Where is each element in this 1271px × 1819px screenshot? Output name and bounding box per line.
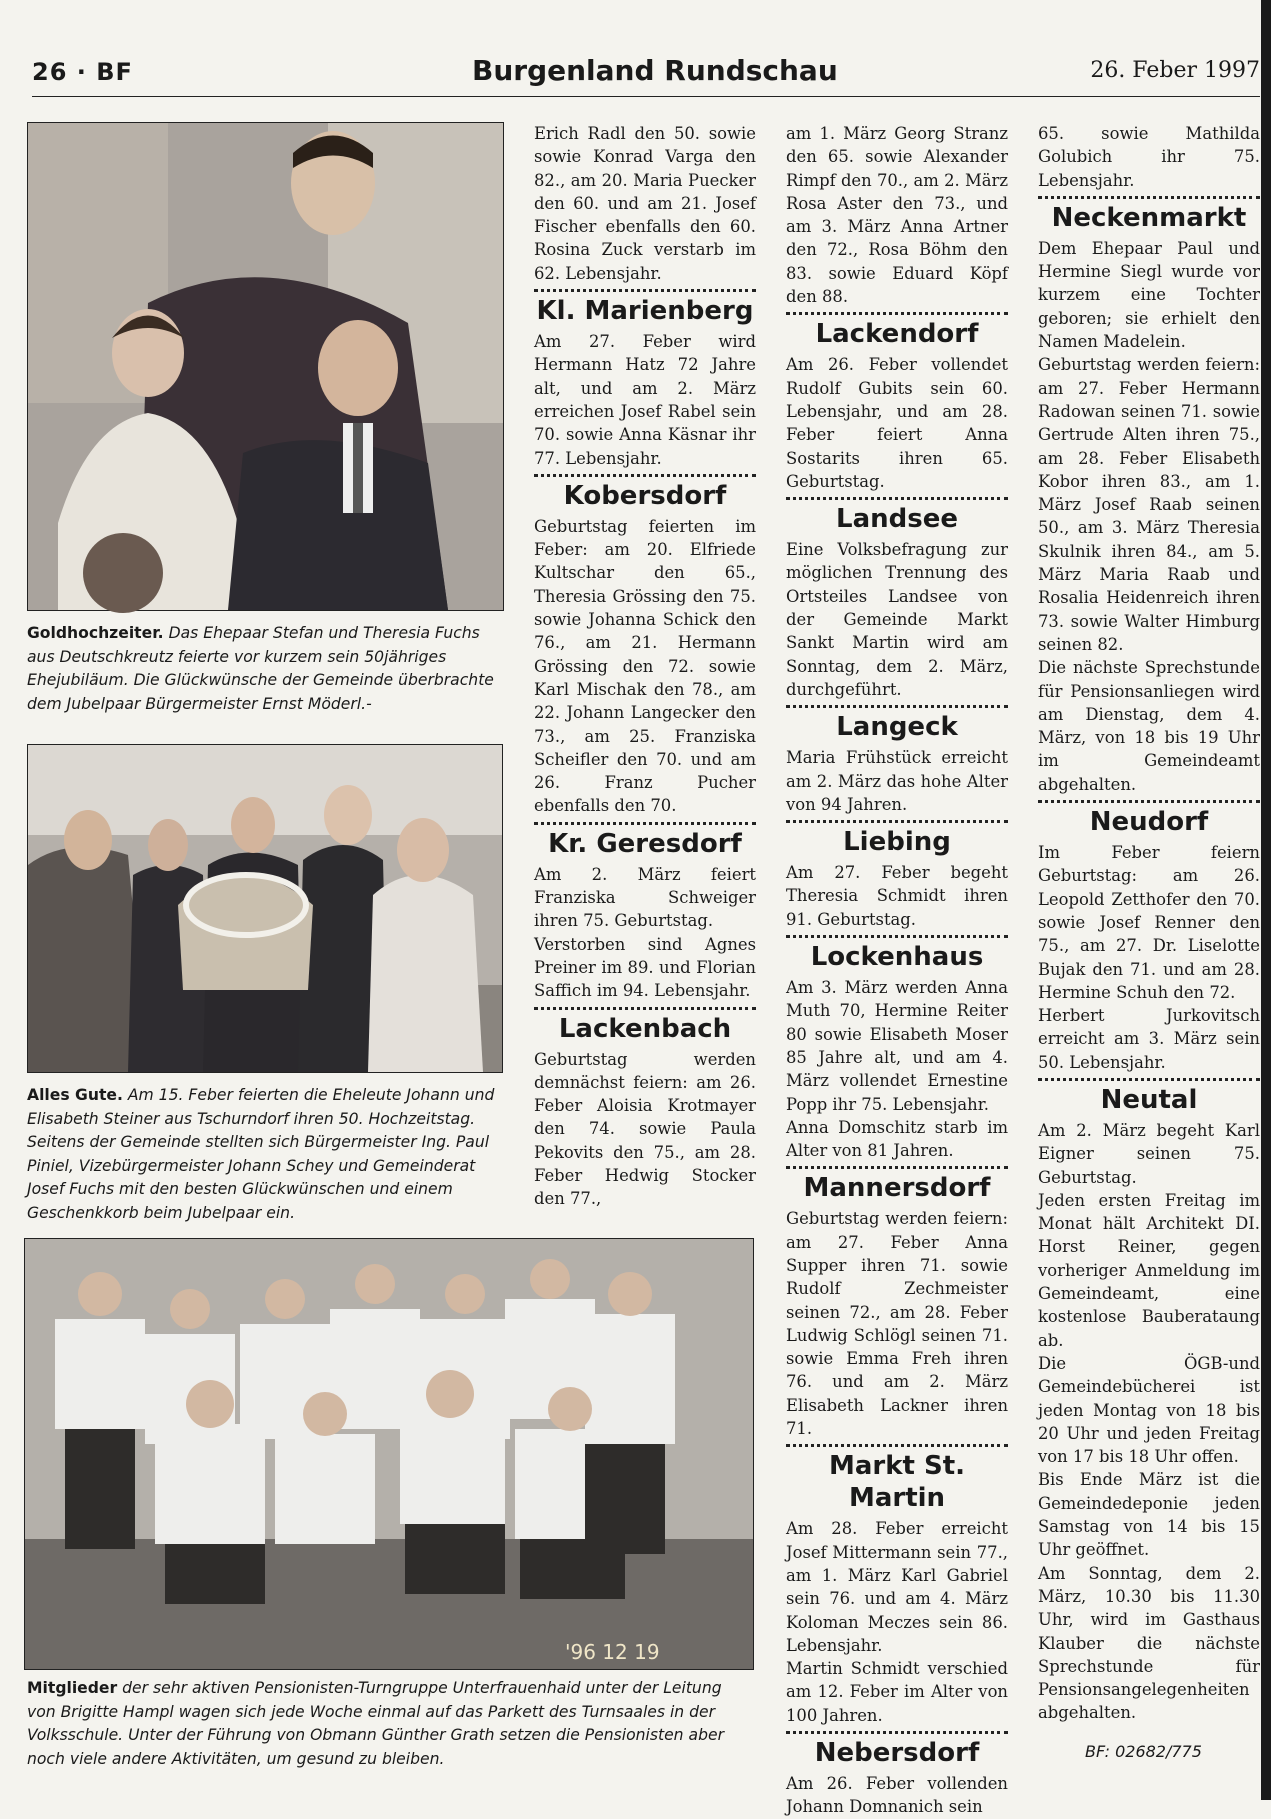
issue-date: 26. Feber 1997 bbox=[1090, 58, 1260, 83]
text-neutal-4: Bis Ende März ist die Gemeindedeponie jeden Samstag von 14 bis 15 Uhr geöffnet. bbox=[1038, 1470, 1260, 1560]
text-lackendorf: Am 26. Feber vollendet Rudolf Gubits sein 60. Lebensjahr, und am 28. Feber feiert Anna Sostarits ihren 65. Geburtstag. bbox=[786, 355, 1008, 491]
heading-kl-marienberg: Kl. Marienberg bbox=[536, 296, 754, 327]
text-kobersdorf: Geburtstag feierten im Feber: am 20. Elfriede Kultschar den 65., Theresia Grössing den 75. sowie Johanna Schick den 76., am 21. Hermann Grössing den 72. sowie Karl Mischak den 78., am 22. Johann Langecker den 73., am 25. Franziska Scheifler den 70. und am 26. Franz Pucher ebenfalls den 70. bbox=[534, 516, 756, 816]
caption-lead: Alles Gute. bbox=[27, 1086, 123, 1104]
section-divider bbox=[786, 705, 1008, 708]
photo-date-stamp: '96 12 19 bbox=[565, 1640, 660, 1664]
text-neckenmarkt-3: Die nächste Sprechstunde für Pensionsanliegen wird am Dienstag, dem 4. März, von 18 bis 19 Uhr im Gemeindeamt abgehalten. bbox=[1038, 658, 1260, 794]
text-neudorf-2: Herbert Jurkovitsch erreicht am 3. März sein 50. Lebensjahr. bbox=[1038, 1006, 1260, 1072]
heading-neutal: Neutal bbox=[1100, 1084, 1198, 1115]
text-neutal-2: Jeden ersten Freitag im Monat hält Architekt DI. Horst Reiner, gegen vorheriger Anmeldung im Gemeindeamt, eine kostenlose Bauberataung ab. bbox=[1038, 1190, 1260, 1350]
section-divider bbox=[534, 474, 756, 477]
heading-landsee: Landsee bbox=[836, 504, 958, 535]
section-divider bbox=[786, 497, 1008, 500]
photo-golden-wedding bbox=[27, 122, 504, 611]
section-divider bbox=[534, 822, 756, 825]
caption-lead: Goldhochzeiter. bbox=[27, 624, 164, 642]
text-markt-st-martin: Am 28. Feber erreicht Josef Mittermann sein 77., am 1. März Karl Gabriel sein 76. und am 4. März Koloman Meczes sein 86. Lebensjahr. bbox=[786, 1519, 1008, 1655]
text-lockenhaus: Am 3. März werden Anna Muth 70, Hermine Reiter 80 sowie Elisabeth Moser 85 Jahre alt, und am 4. März vollendet Ernestine Popp ihr 75. Lebensjahr. bbox=[786, 978, 1008, 1114]
caption-text: Am 15. Feber feierten die Eheleute Johann und Elisabeth Steiner aus Tschurndorf ihren 50. Hochzeitstag. Seitens der Gemeinde stellten sich Bürgermeister Ing. Paul Piniel, Vizebürgermeister Johann Schey und Gemeinderat Josef Fuchs mit den besten Glückwünschen und einem Geschenkkorb beim Jubelpaar ein. bbox=[27, 1086, 495, 1222]
text-neutal-3: Die ÖGB-und Gemeindebücherei ist jeden Montag von 18 bis 20 Uhr und jeden Freitag von 17 bis 18 Uhr offen. bbox=[1038, 1353, 1260, 1467]
photo-golden-wedding-image bbox=[28, 123, 503, 610]
section-divider bbox=[534, 289, 756, 292]
section-divider bbox=[534, 1007, 756, 1010]
col3-intro: 65. sowie Mathilda Golubich ihr 75. Lebensjahr. bbox=[1038, 124, 1260, 190]
text-neckenmarkt: Dem Ehepaar Paul und Hermine Siegl wurde vor kurzem eine Tochter geboren; sie erhielt den Namen Madelein. bbox=[1038, 238, 1260, 352]
section-divider bbox=[786, 1731, 1008, 1734]
heading-langeck: Langeck bbox=[836, 712, 958, 743]
col1-intro: Erich Radl den 50. sowie sowie Konrad Varga den 82., am 20. Maria Puecker den 60. und am 21. Josef Fischer ebenfalls den 60. Rosina Zuck verstarb im 62. Lebensjahr. bbox=[534, 124, 756, 283]
photo-anniversary-basket-image bbox=[28, 745, 502, 1072]
heading-nebersdorf: Nebersdorf bbox=[814, 1738, 980, 1769]
text-kl-marienberg: Am 27. Feber wird Hermann Hatz 72 Jahre alt, und am 2. März erreichen Josef Rabel sein 70. sowie Anna Käsnar ihr 77. Lebensjahr. bbox=[534, 332, 756, 468]
section-divider bbox=[1038, 1078, 1260, 1081]
text-neutal: Am 2. März begeht Karl Eigner seinen 75. Geburtstag. bbox=[1038, 1120, 1260, 1187]
caption-golden-wedding bbox=[27, 622, 502, 716]
section-divider bbox=[786, 935, 1008, 938]
heading-liebing: Liebing bbox=[843, 827, 951, 858]
text-lockenhaus-2: Anna Domschitz starb im Alter von 81 Jahren. bbox=[786, 1117, 1008, 1161]
caption-text: Das Ehepaar Stefan und Theresia Fuchs aus Deutschkreutz feierte vor kurzem sein 50jähriges Ehejubiläum. Die Glückwünsche der Gemeinde überbrachte dem Jubelpaar Bürgermeister Ernst Möderl.- bbox=[27, 624, 494, 713]
text-kr-geresdorf: Am 2. März feiert Franziska Schweiger ihren 75. Geburtstag. bbox=[534, 864, 756, 931]
caption-anniversary-basket bbox=[27, 1084, 501, 1225]
caption-text: der sehr aktiven Pensionisten-Turngruppe Unterfrauenhaid unter der Leitung von Brigitte Hampl wagen sich jede Woche einmal auf das Parkett des Turnsaales in der Volksschule. Unter der Führung von Obmann Günther Grath setzen die Pensionisten aber noch viele andere Aktivitäten, um gesund zu bleiben. bbox=[27, 1679, 724, 1768]
footer-contact: BF: 02682/775 bbox=[1085, 1742, 1202, 1761]
page-header bbox=[32, 52, 1260, 97]
heading-kr-geresdorf: Kr. Geresdorf bbox=[548, 828, 742, 859]
heading-neudorf: Neudorf bbox=[1089, 807, 1209, 838]
column-3 bbox=[1038, 122, 1260, 1722]
section-divider bbox=[1038, 800, 1260, 803]
text-kr-geresdorf-2: Verstorben sind Agnes Preiner im 89. und Florian Saffich im 94. Lebensjahr. bbox=[534, 934, 756, 1001]
page-edge bbox=[1261, 0, 1271, 1800]
section-divider bbox=[786, 312, 1008, 315]
section-divider bbox=[786, 820, 1008, 823]
text-landsee: Eine Volksbefragung zur möglichen Trennung des Ortsteiles Landsee von der Gemeinde Markt Sankt Martin wird am Sonntag, dem 2. März, durchgeführt. bbox=[786, 540, 1008, 699]
photo-pensioners-group-image bbox=[25, 1239, 753, 1669]
text-neutal-5: Am Sonntag, dem 2. März, 10.30 bis 11.30 Uhr, wird im Gasthaus Klauber die nächste Sprechstunde für Pensionsangelegenheiten abgehalten. bbox=[1038, 1563, 1260, 1723]
heading-lackendorf: Lackendorf bbox=[815, 319, 979, 350]
text-mannersdorf: Geburtstag werden feiern: am 27. Feber Anna Supper ihren 71. sowie Rudolf Zechmeister seinen 72., am 28. Feber Ludwig Schlögl seinen 71. sowie Emma Freh ihren 76. und am 2. März Elisabeth Lackner ihren 71. bbox=[786, 1209, 1008, 1439]
caption-lead: Mitglieder bbox=[27, 1679, 118, 1697]
newspaper-title: Burgenland Rundschau bbox=[472, 54, 838, 87]
heading-markt-st-martin: Markt St. Martin bbox=[828, 1451, 966, 1514]
column-2 bbox=[786, 122, 1008, 1817]
text-liebing: Am 27. Feber begeht Theresia Schmidt ihren 91. Geburtstag. bbox=[786, 863, 1008, 929]
heading-neckenmarkt: Neckenmarkt bbox=[1051, 202, 1247, 233]
photo-pensioners-group bbox=[24, 1238, 754, 1670]
heading-lockenhaus: Lockenhaus bbox=[810, 942, 984, 973]
text-nebersdorf: Am 26. Feber vollenden Johann Domnanich sein bbox=[786, 1774, 1008, 1817]
heading-mannersdorf: Mannersdorf bbox=[803, 1173, 991, 1204]
text-neudorf: Im Feber feiern Geburtstag: am 26. Leopold Zetthofer den 70. sowie Josef Renner den 75., am 27. Dr. Liselotte Bujak den 71. und am 28. Hermine Schuh den 72. bbox=[1038, 843, 1260, 1002]
text-neckenmarkt-2: Geburtstag werden feiern: am 27. Feber Hermann Radowan seinen 71. sowie Gertrude Alten ihren 75., am 28. Feber Elisabeth Kobor ihren 83., am 1. März Josef Raab seinen 50., am 3. März Theresia Skulnik ihren 84., am 5. März Maria Raab und Rosalia Heidenreich ihren 73. sowie Walter Himburg seinen 82. bbox=[1038, 355, 1260, 654]
column-1 bbox=[534, 122, 756, 1207]
page-number: 26 · BF bbox=[32, 58, 133, 86]
heading-kobersdorf: Kobersdorf bbox=[563, 480, 727, 511]
section-divider bbox=[1038, 196, 1260, 199]
text-lackenbach: Geburtstag werden demnächst feiern: am 26. Feber Aloisia Krotmayer den 74. sowie Paula Pekovits den 75., am 28. Feber Hedwig Stocker den 77., bbox=[534, 1049, 756, 1209]
heading-lackenbach: Lackenbach bbox=[558, 1013, 732, 1044]
text-langeck: Maria Frühstück erreicht am 2. März das hohe Alter von 94 Jahren. bbox=[786, 748, 1008, 814]
col2-intro: am 1. März Georg Stranz den 65. sowie Alexander Rimpf den 70., am 2. März Rosa Aster den 73., und am 3. März Anna Artner den 72., Rosa Böhm den 83. sowie Eduard Köpf den 88. bbox=[786, 124, 1008, 307]
photo-anniversary-basket bbox=[27, 744, 503, 1073]
text-markt-st-martin-2: Martin Schmidt verschied am 12. Feber im Alter von 100 Jahren. bbox=[786, 1659, 1008, 1725]
caption-pensioners-group bbox=[27, 1677, 752, 1771]
section-divider bbox=[786, 1166, 1008, 1169]
section-divider bbox=[786, 1444, 1008, 1447]
